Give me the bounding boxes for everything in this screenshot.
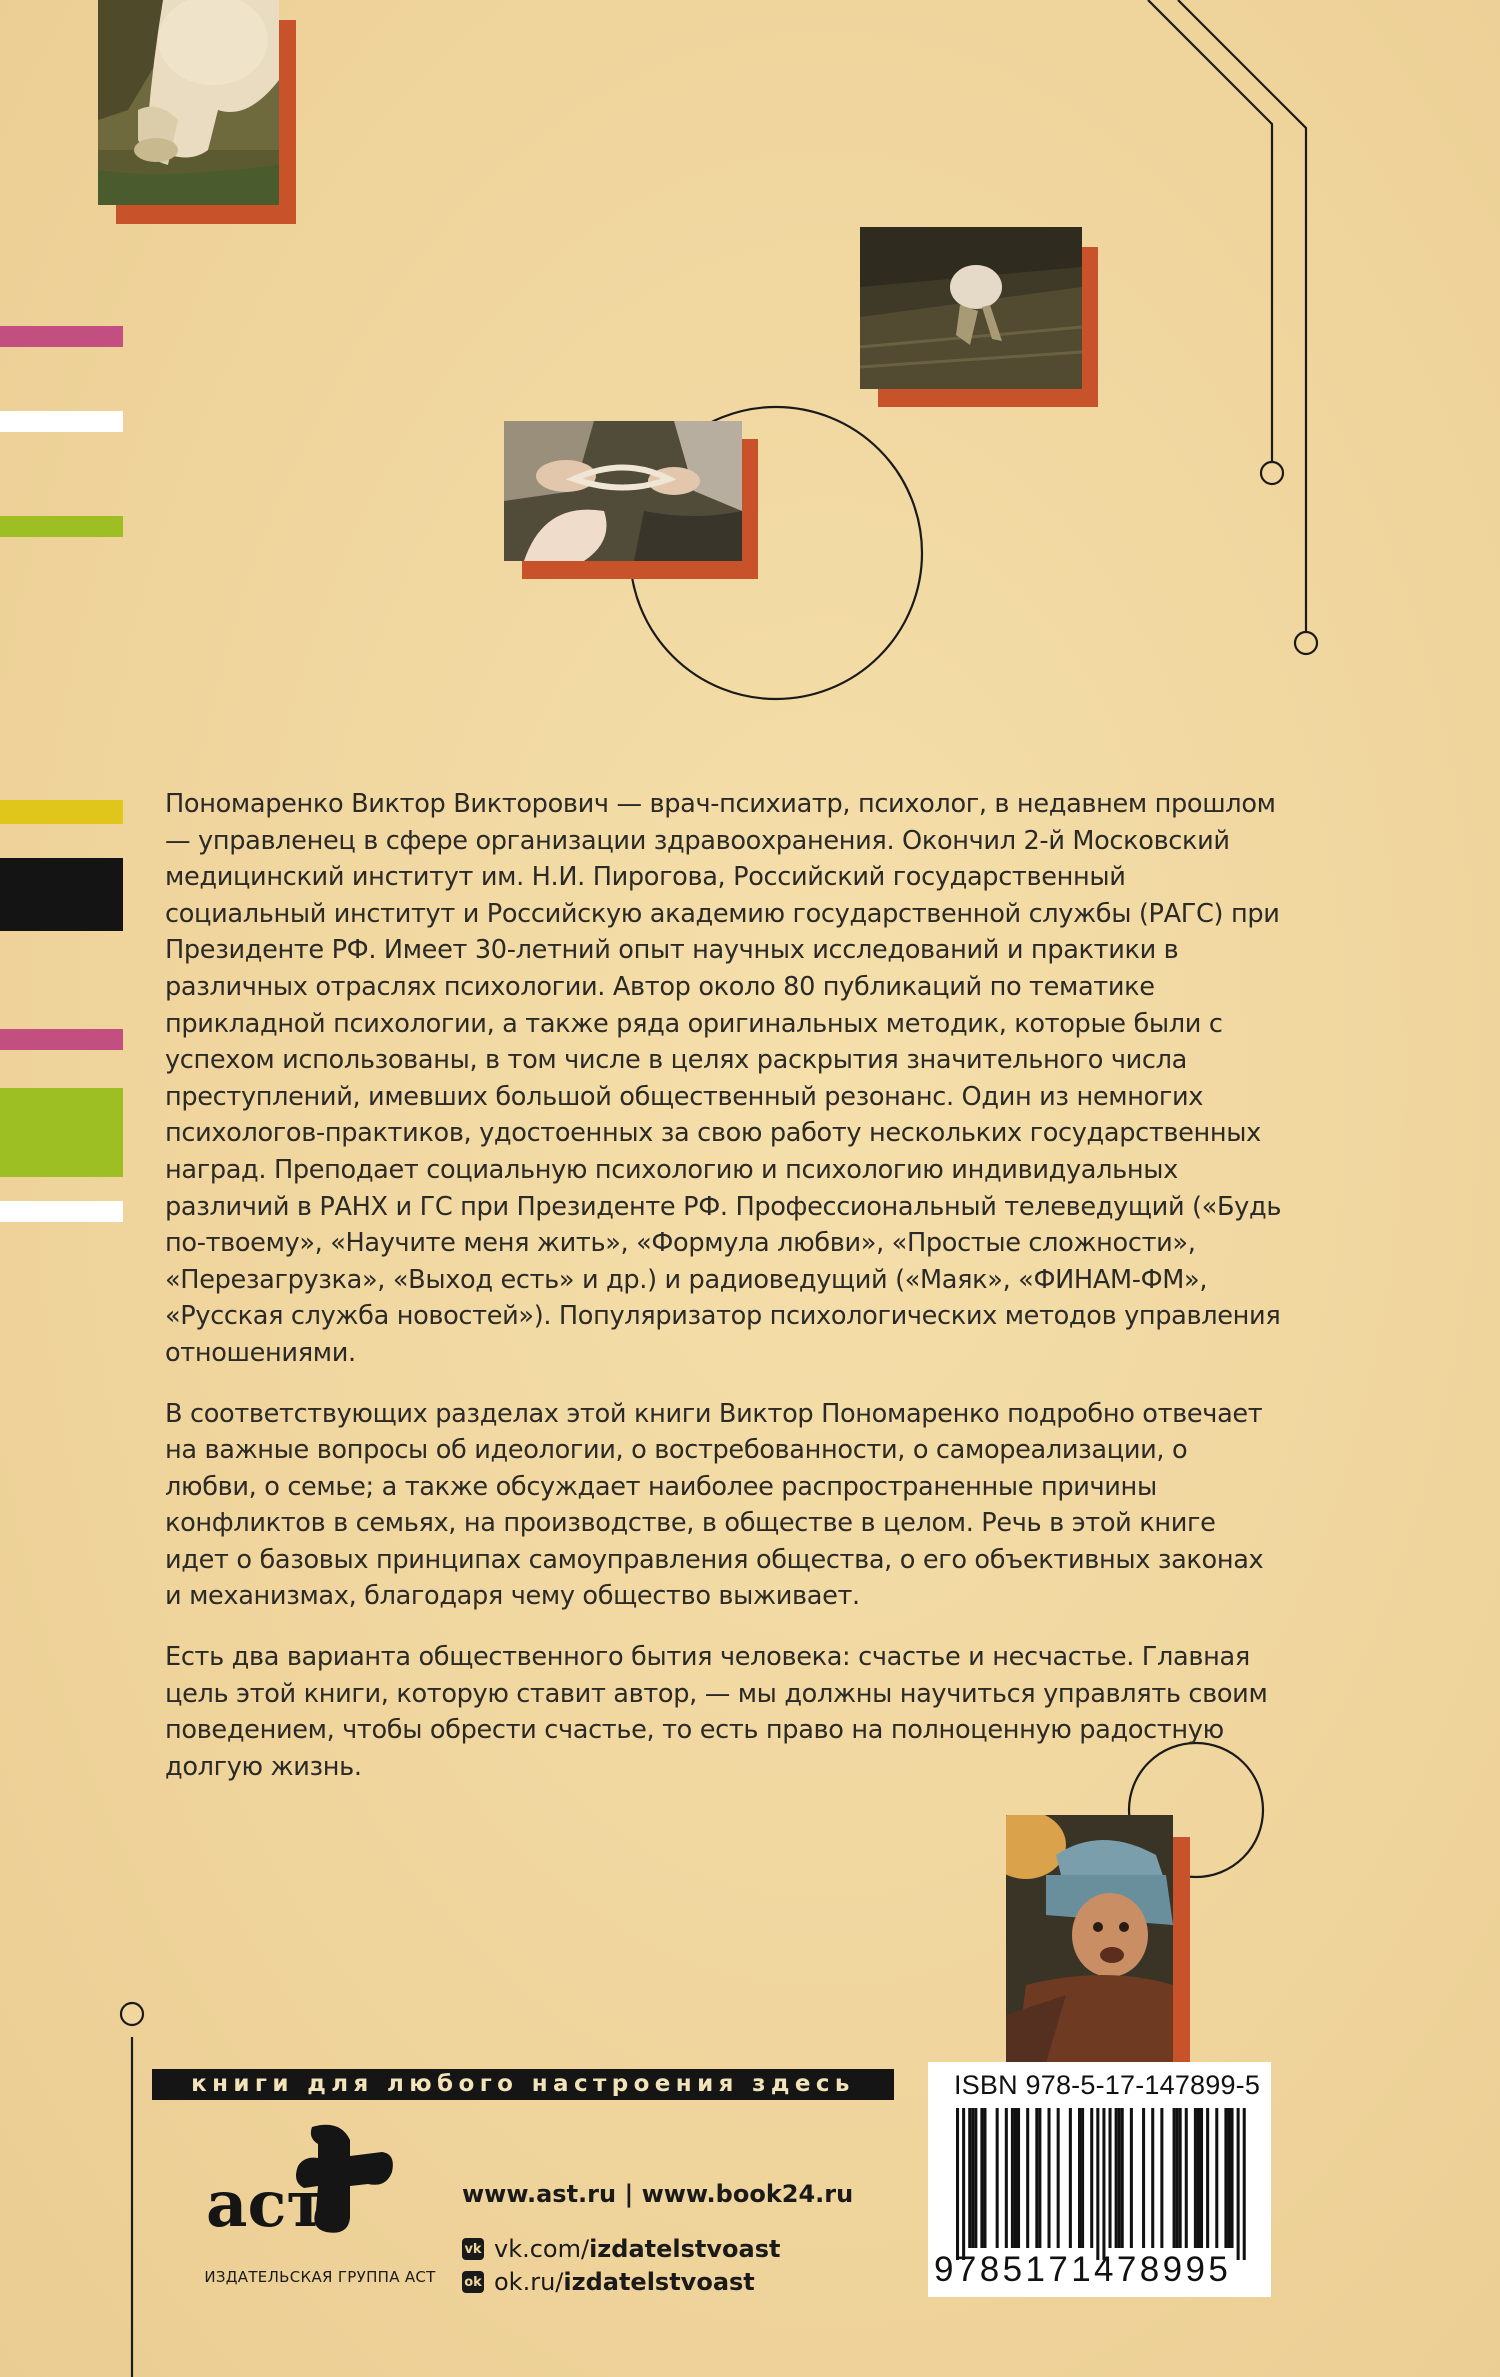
barcode-bar — [1200, 2108, 1203, 2248]
ok-link[interactable] — [462, 2267, 853, 2297]
barcode-bar — [1078, 2108, 1081, 2248]
barcode-bar — [956, 2108, 959, 2260]
peasant-face-painting-fragment — [1006, 1815, 1190, 2063]
barcode-bar — [1069, 2108, 1072, 2248]
barcode-bar — [1005, 2108, 1008, 2248]
hands-painting-fragment — [504, 421, 758, 579]
dog-painting-fragment — [98, 0, 296, 224]
vk-link[interactable] — [462, 2234, 853, 2264]
barcode-bar — [1102, 2108, 1105, 2260]
barcode-bar — [996, 2108, 999, 2248]
dog-icon — [98, 0, 279, 205]
barcode-bar — [1038, 2108, 1041, 2248]
barcode-bar — [1011, 2108, 1014, 2248]
barcode-bar — [1237, 2108, 1240, 2260]
barcode-bar — [1243, 2108, 1246, 2260]
barcode-bar — [1035, 2108, 1038, 2248]
barcode-bar — [1151, 2108, 1154, 2248]
barcode-bar — [1206, 2108, 1209, 2248]
face-icon — [1006, 1815, 1173, 2063]
hands-icon — [504, 421, 742, 561]
barcode-bar — [1160, 2108, 1163, 2248]
barcode-bar — [1185, 2108, 1188, 2248]
barcode-bar — [1017, 2108, 1020, 2248]
barcode-bar — [1224, 2108, 1227, 2248]
egg-icon — [860, 227, 1082, 389]
barcode-bar — [971, 2108, 974, 2248]
barcode-bar — [1121, 2108, 1124, 2248]
barcode-bar — [1096, 2108, 1099, 2260]
barcode-bar — [1197, 2108, 1200, 2248]
book-goal-paragraph: Есть два варианта общественного бытия человека: счастье и несчастье. Главная цель этой книги, которую ставит автор, — мы должны научиться управлять своим поведением, чтобы обрести счастье, то есть право на полноценную радостную долгую жизнь. — [165, 1642, 1268, 1782]
barcode-bar — [1118, 2108, 1121, 2248]
barcode-bar — [1081, 2108, 1084, 2248]
barcode-bar — [1231, 2108, 1234, 2248]
website-links[interactable]: www.ast.ru | www.book24.ru — [462, 2180, 854, 2208]
barcode-bar — [1014, 2108, 1017, 2248]
barcode-panel — [928, 2062, 1271, 2297]
ast-logo — [200, 2122, 400, 2237]
vk-link-handle: izdatelstvoast — [589, 2235, 781, 2263]
barcode-bar — [1173, 2108, 1176, 2248]
barcode-bar — [1048, 2108, 1051, 2248]
ok-link-handle: izdatelstvoast — [563, 2268, 755, 2296]
isbn-number: ISBN 978-5-17-147899-5 — [954, 2070, 1261, 2100]
barcode-bar — [1179, 2108, 1182, 2248]
ean-digits: 9785171478995 — [934, 2250, 1232, 2289]
barcode-bar — [1090, 2108, 1093, 2248]
tagline-banner: книги для любого настроения здесь — [152, 2069, 894, 2100]
book-annotation — [165, 786, 1285, 1809]
book-summary-paragraph: В соответствующих разделах этой книги Виктор Пономаренко подробно отвечает на важные вопросы об идеологии, о востребованности, о самореализации, о любви, о семье; а также обсуждает наиболее распространенные причины конфликтов в семьях, на производстве, в обществе в целом. Речь в этой книге идет о базовых принципах самоуправления общества, о его объективных законах и механизмах, благодаря чему общество выживает. — [165, 1398, 1264, 1612]
barcode-bar — [1057, 2108, 1060, 2248]
barcode-bar — [1215, 2108, 1218, 2248]
barcode-bar — [1227, 2108, 1230, 2248]
barcode-bar — [968, 2108, 971, 2248]
ok-link-prefix: ok.ru/ — [494, 2268, 564, 2296]
ok-icon: ok — [462, 2271, 484, 2293]
logo-text: аст — [206, 2167, 327, 2237]
barcode-bar — [1026, 2108, 1029, 2248]
barcode-bar — [980, 2108, 983, 2248]
barcode-bar — [1109, 2108, 1112, 2248]
barcode-bar — [974, 2108, 977, 2248]
barcode-bar — [1142, 2108, 1145, 2248]
author-bio-paragraph: Пономаренко Виктор Викторович — врач-психиатр, психолог, в недавнем прошлом — управленец в сфере организации здравоохранения. Окончил 2-й Московский медицинский институт им. Н.И. Пирогова, Российский государственный социальный институт и Российскую академию государственной службы (РАГС) при Президенте РФ. Имеет 30-летний опыт научных исследований и практики в различных отраслях психологии. Автор около 80 публикаций по тематике прикладной психологии, а также ряда оригинальных методик, которые были с успехом использованы, в том числе в целях раскрытия значительного числа преступлений, имевших большой общественный резонанс. Один из немногих психологов-практиков, удостоенных за свою работу нескольких государственных наград. Преподает социальную психологию и психологию индивидуальных различий в РАНХ и ГС при Президенте РФ. Профессиональный телеведущий («Будь по-твоему», «Научите меня жить», «Формула любви», «Простые сложности», «Перезагрузка», «Выход есть» и др.) и радиоведущий («Маяк», «ФИНАМ-ФМ», «Русская служба новостей»). Популяризатор психологических методов управления отношениями. — [165, 789, 1282, 1368]
barcode-bar — [1130, 2108, 1133, 2248]
barcode-bar — [962, 2108, 965, 2260]
barcode-bar — [983, 2108, 986, 2248]
barcode-bar — [1115, 2108, 1118, 2248]
publisher-links — [462, 2180, 853, 2300]
vk-icon: vk — [462, 2238, 484, 2260]
barcode-bar — [1176, 2108, 1179, 2248]
publisher-name: ИЗДАТЕЛЬСКАЯ ГРУППА АСТ — [204, 2268, 436, 2286]
vk-link-prefix: vk.com/ — [494, 2235, 590, 2263]
barcode-bar — [1194, 2108, 1197, 2248]
egg-creature-painting-fragment — [860, 227, 1098, 407]
